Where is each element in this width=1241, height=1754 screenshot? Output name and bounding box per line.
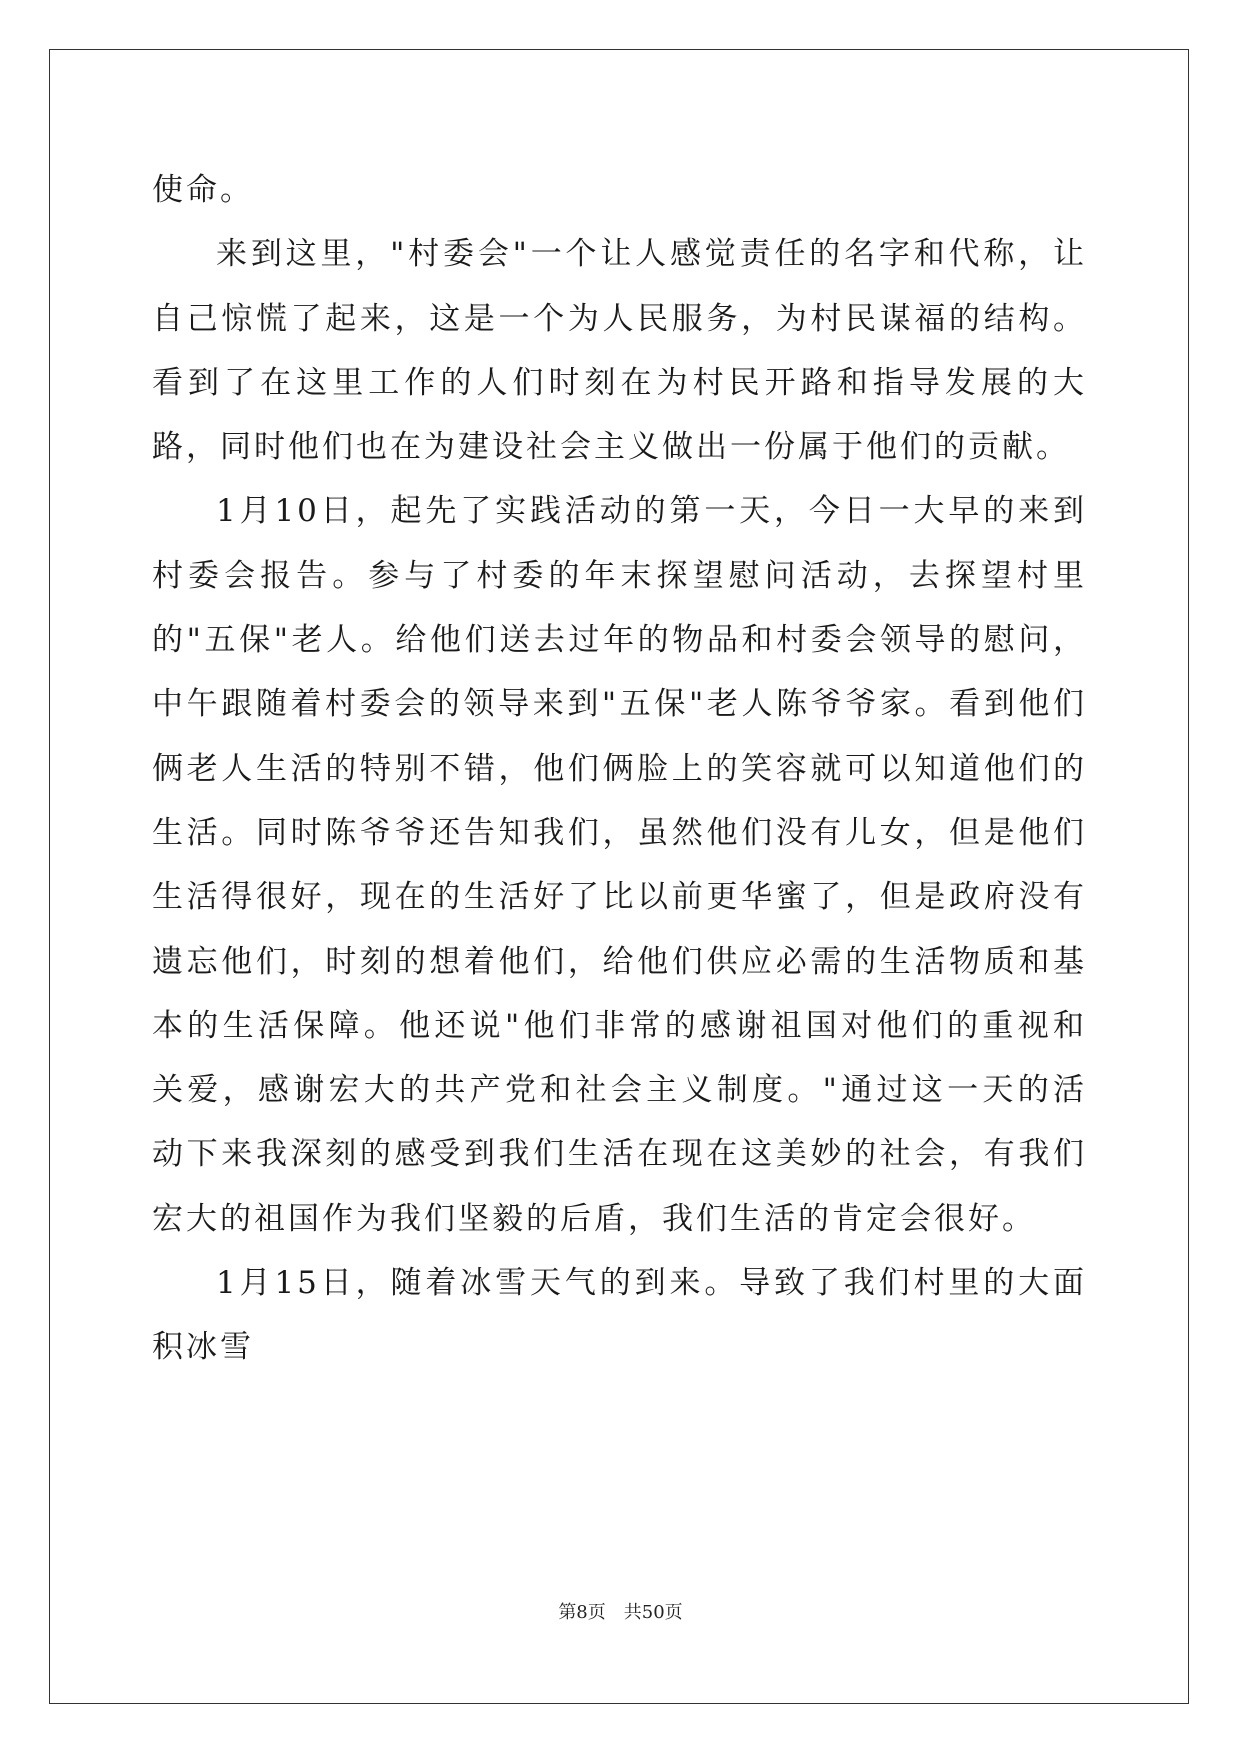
page-footer: [0, 1598, 1241, 1624]
paragraph-4: 1月15日，随着冰雪天气的到来。导致了我们村里的大面积冰雪: [152, 1265, 1087, 1366]
document-body: [152, 158, 1087, 1380]
paragraph-1: 使命。: [152, 172, 254, 208]
paragraph-3: 1月10日，起先了实践活动的第一天，今日一大早的来到村委会报告。参与了村委的年末探望慰问活动，去探望村里的"五保"老人。给他们送去过年的物品和村委会领导的慰问，中午跟随着村委会的领导来到"五保"老人陈爷爷家。看到他们俩老人生活的特别不错，他们俩脸上的笑容就可以知道他们的生活。同时陈爷爷还告知我们，虽然他们没有儿女，但是他们生活得很好，现在的生活好了比以前更华蜜了，但是政府没有遗忘他们，时刻的想着他们，给他们供应必需的生活物质和基本的生活保障。他还说"他们非常的感谢祖国对他们的重视和关爱，感谢宏大的共产党和社会主义制度。"通过这一天的活动下来我深刻的感受到我们生活在现在这美妙的社会，有我们宏大的祖国作为我们坚毅的后盾，我们生活的肯定会很好。: [152, 493, 1087, 1237]
page-number: 第8页: [558, 1602, 606, 1623]
page-total: 共50页: [623, 1602, 683, 1623]
paragraph-2: 来到这里，"村委会"一个让人感觉责任的名字和代称，让自己惊慌了起来，这是一个为人民服务，为村民谋福的结构。看到了在这里工作的人们时刻在为村民开路和指导发展的大路，同时他们也在为建设社会主义做出一份属于他们的贡献。: [152, 236, 1087, 466]
